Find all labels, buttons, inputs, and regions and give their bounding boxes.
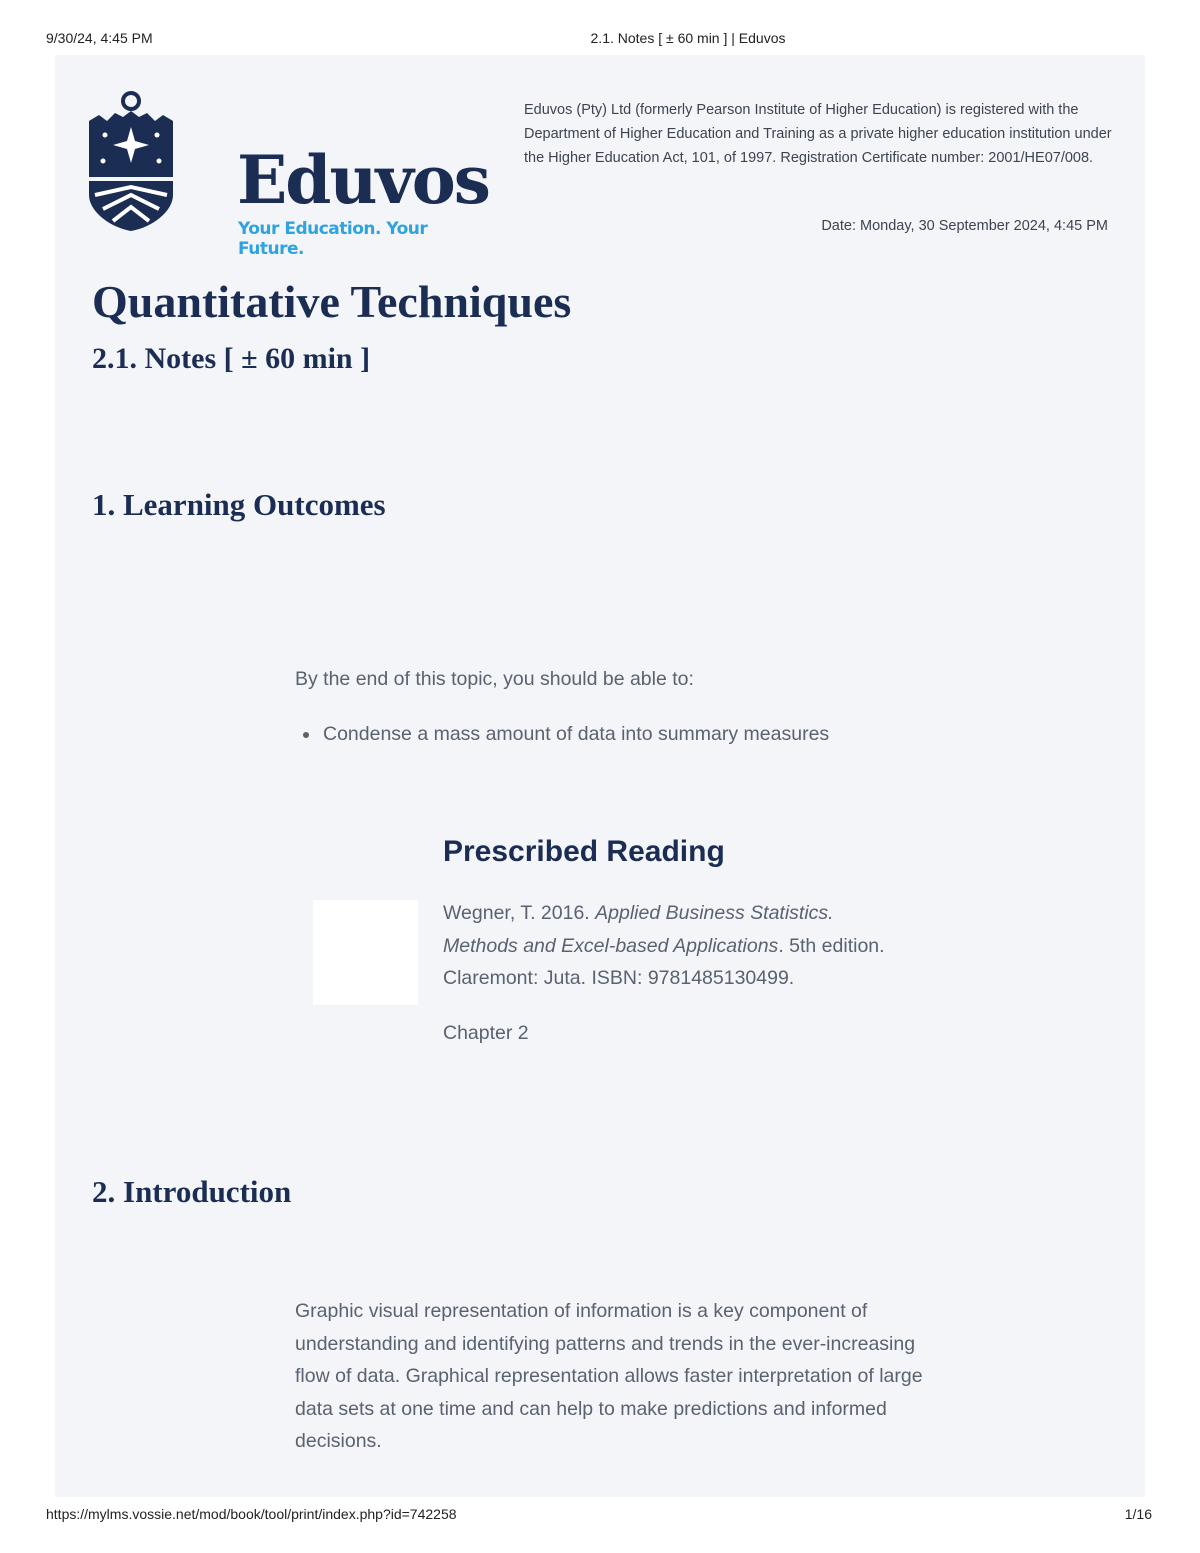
print-date: Date: Monday, 30 September 2024, 4:45 PM — [821, 218, 1108, 234]
reading-chapter: Chapter 2 — [443, 1022, 529, 1044]
shield-crest-icon — [89, 91, 179, 233]
print-url[interactable]: https://mylms.vossie.net/mod/book/tool/print/index.php?id=742258 — [46, 1506, 457, 1522]
print-footer — [0, 1506, 1200, 1526]
prescribed-reading-heading: Prescribed Reading — [443, 835, 725, 868]
registration-notice: Eduvos (Pty) Ltd (formerly Pearson Institute of Higher Education) is registered with the Department of Higher Education and Training as a private higher education institution under the Higher Education Act, 101, of 1997. Registration Certificate number: 2001/HE07/008. — [524, 102, 1112, 166]
print-timestamp: 9/30/24, 4:45 PM — [46, 30, 153, 46]
reading-citation — [443, 897, 913, 995]
course-title: Quantitative Techniques — [92, 276, 572, 327]
introduction-heading: 2. Introduction — [92, 1174, 292, 1209]
citation-edition: . 5th edition. Claremont: Juta. ISBN: 9781485130499. — [443, 934, 885, 989]
print-header — [0, 30, 1200, 50]
list-item: Condense a mass amount of data into summary measures — [295, 718, 829, 751]
introduction-paragraph: Graphic visual representation of information is a key component of understanding and identifying patterns and trends in the ever-increasing flow of data. Graphical representation allows faster interpretation of large data sets at one time and can help to make predictions and informed decisions. — [295, 1300, 923, 1452]
outcomes-list — [295, 718, 829, 751]
citation-book-title: Applied Business Statistics. Methods and Excel-based Applications — [443, 902, 834, 957]
brand-name: Eduvos — [237, 141, 489, 219]
page-number: 1/16 — [1124, 1506, 1152, 1522]
print-page-title: 2.1. Notes [ ± 60 min ] | Eduvos — [590, 30, 786, 46]
book-cover-image — [313, 900, 418, 1005]
eduvos-logo — [89, 91, 489, 259]
learning-outcomes-heading: 1. Learning Outcomes — [92, 487, 386, 522]
citation-author: Wegner, T. 2016. — [443, 902, 596, 924]
document-page — [55, 55, 1145, 1497]
chapter-title: 2.1. Notes [ ± 60 min ] — [92, 342, 371, 375]
outcomes-lead: By the end of this topic, you should be able to: — [295, 668, 694, 690]
brand-tagline: Your Education. Your Future. — [238, 219, 428, 259]
